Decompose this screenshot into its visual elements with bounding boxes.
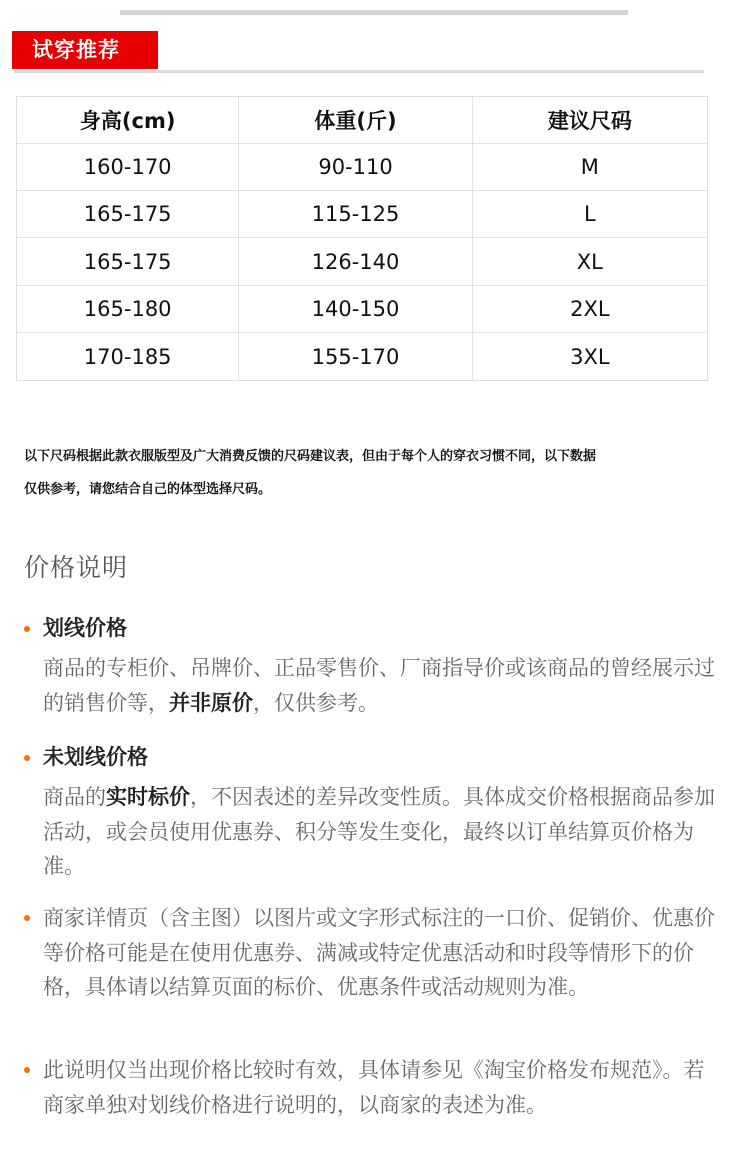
- section-divider: [14, 70, 704, 73]
- weight-cell: 155-170: [239, 333, 472, 380]
- column-header-weight: 体重(斤): [239, 97, 472, 143]
- price-item-promotion: [24, 901, 724, 1041]
- table-header-row: [17, 97, 707, 144]
- bullet-dot-icon: [24, 755, 30, 761]
- item-heading: 未划线价格: [43, 745, 148, 769]
- size-cell: L: [583, 202, 596, 226]
- bullet-dot-icon: [24, 1067, 30, 1073]
- emphasis-text: 实时标价: [106, 785, 190, 809]
- item-body: 商品的专柜价、吊牌价、正品零售价、厂商指导价或该商品的曾经展示过的销售价等，并非原价，仅供参考。: [43, 656, 715, 715]
- size-note: [24, 440, 724, 506]
- table-row: [17, 144, 707, 191]
- column-header-size: 建议尺码: [547, 109, 632, 133]
- price-item-disclaimer: [24, 1053, 724, 1128]
- height-cell: 165-175: [17, 238, 239, 285]
- price-item-strikethrough: [24, 612, 724, 722]
- size-cell: 2XL: [570, 297, 610, 321]
- size-note-line: 以下尺码根据此款衣服版型及广大消费反馈的尺码建议表，但由于每个人的穿衣习惯不同，以下数据: [24, 449, 597, 464]
- item-body: 商家详情页（含主图）以图片或文字形式标注的一口价、促销价、优惠价等价格可能是在使用优惠券、满减或特定优惠活动和时段等情形下的价格，具体请以结算页面的标价、优惠条件或活动规则为准。: [43, 906, 715, 999]
- table-row: [17, 238, 707, 286]
- item-heading: 划线价格: [43, 616, 127, 640]
- item-body: 商品的实时标价，不因表述的差异改变性质。具体成交价格根据商品参加活动，或会员使用优惠券、积分等发生变化，最终以订单结算页价格为准。: [43, 785, 715, 878]
- top-divider: [120, 10, 628, 15]
- bullet-dot-icon: [24, 915, 30, 921]
- height-cell: 170-185: [17, 333, 239, 380]
- emphasis-text: 并非原价: [169, 690, 253, 715]
- height-cell: 165-180: [17, 286, 239, 332]
- price-explanation-title: 价格说明: [24, 553, 129, 582]
- item-body: 此说明仅当出现价格比较时有效，具体请参见《淘宝价格发布规范》。若商家单独对划线价格进行说明的，以商家的表述为准。: [43, 1058, 705, 1117]
- size-cell: M: [580, 155, 599, 179]
- weight-cell: 140-150: [239, 286, 472, 332]
- weight-cell: 115-125: [239, 191, 472, 237]
- size-cell: 3XL: [570, 344, 610, 369]
- column-header-height: 身高(cm): [17, 97, 239, 143]
- price-item-non-strikethrough: [24, 741, 724, 891]
- weight-cell: 90-110: [239, 144, 472, 190]
- section-title-tag: 试穿推荐: [12, 31, 158, 69]
- table-row: [17, 333, 707, 380]
- table-row: [17, 286, 707, 333]
- size-chart-table: [16, 96, 708, 381]
- bullet-dot-icon: [24, 626, 30, 632]
- height-cell: 165-175: [17, 191, 239, 237]
- weight-cell: 126-140: [239, 238, 472, 285]
- size-note-line: 仅供参考，请您结合自己的体型选择尺码。: [24, 482, 272, 497]
- size-cell: XL: [576, 249, 603, 274]
- table-row: [17, 191, 707, 238]
- height-cell: 160-170: [17, 144, 239, 190]
